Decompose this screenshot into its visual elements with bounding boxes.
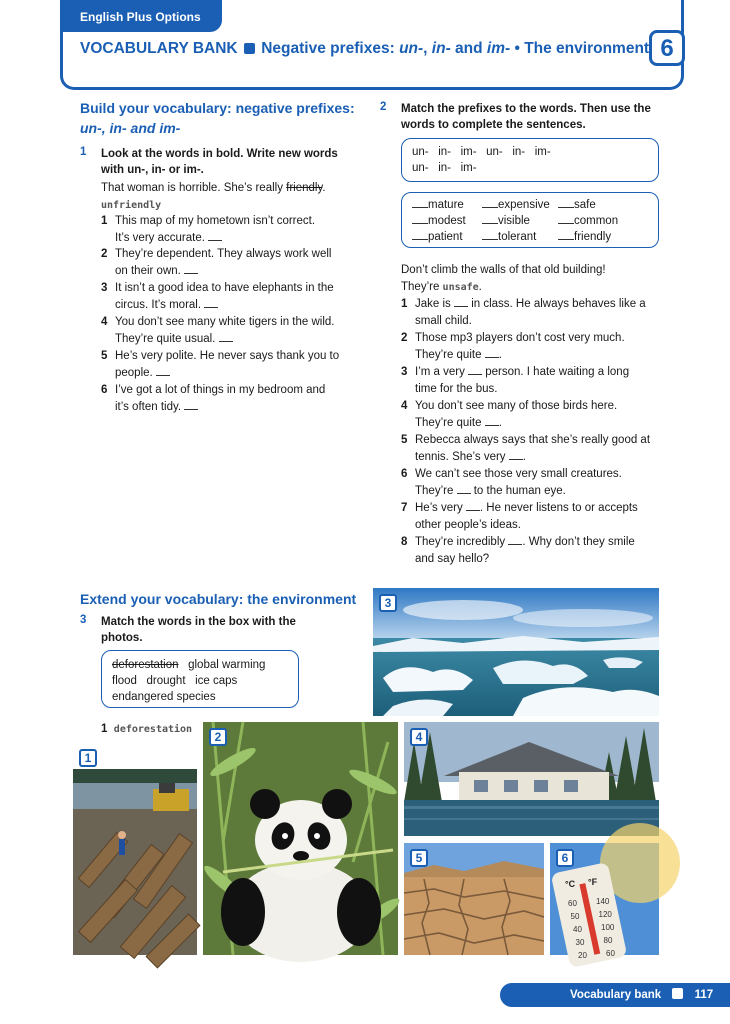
word-text: safe (574, 199, 596, 211)
photo-number-6: 6 (556, 849, 574, 867)
word-global-warming: global warming (188, 659, 266, 671)
item-line2-text: other people’s ideas. (415, 519, 521, 531)
item-text-b: . He never listens to or accepts (479, 502, 638, 514)
answer-blank[interactable] (558, 229, 574, 240)
item-text (415, 466, 622, 500)
item-line1: They’re dependent. They always work well (115, 248, 332, 260)
thermo-celsius: °C (565, 879, 576, 889)
item-line1 (415, 500, 638, 517)
prefix-line1: un- in- im- un- in- im- (412, 146, 551, 158)
item-number: 4 (401, 400, 408, 412)
item-line1 (415, 432, 650, 449)
ex1-instructions (101, 146, 338, 178)
prefix-word (482, 197, 550, 213)
word-box-line1 (112, 657, 265, 673)
section1-title-line1: Build your vocabulary: negative prefixes: (80, 100, 355, 116)
answer-blank[interactable] (482, 213, 498, 224)
ex2-instr-line2: words to complete the sentences. (401, 119, 586, 131)
answer-blank[interactable] (558, 213, 574, 224)
item-text-b: . Why don’t they smile (522, 536, 635, 548)
answer-blank[interactable] (485, 347, 499, 358)
item-line1 (415, 466, 622, 483)
photo-ice-caps (373, 588, 659, 716)
ex3-answer-text: deforestation (113, 724, 193, 735)
ex2-example-line2 (401, 279, 482, 296)
ex2-example-answer: unsafe (442, 282, 479, 293)
thermo-tick-c: 20 (578, 951, 587, 960)
item-text (115, 246, 331, 280)
ex1-item (101, 280, 371, 314)
ex2-item (401, 500, 671, 534)
prefix-word (558, 197, 596, 213)
answer-blank[interactable] (468, 364, 482, 375)
thermo-tick-c: 50 (570, 912, 580, 921)
item-text (115, 314, 334, 348)
item-line2-text: They’re quite (415, 417, 485, 429)
item-number: 3 (401, 366, 408, 378)
item-text-a: They’re incredibly (415, 536, 509, 548)
prefix-box (401, 138, 659, 182)
item-number: 2 (101, 248, 108, 260)
item-text (115, 348, 339, 382)
word-text: modest (428, 215, 466, 227)
item-line2: tennis. She’s very . (415, 451, 526, 463)
ex2-item (401, 364, 671, 398)
deforestation-image (73, 743, 197, 955)
item-line1 (415, 398, 617, 415)
item-line2 (115, 297, 334, 314)
item-line2-text: It’s very accurate. (115, 232, 205, 244)
photo-number-4: 4 (410, 728, 428, 746)
item-text-a: We can’t see those very small creatures. (415, 468, 622, 480)
item-line2: They’re quite . (415, 417, 502, 429)
ex3-answer (101, 721, 192, 738)
word-text: expensive (498, 199, 550, 211)
item-line2 (115, 365, 339, 382)
item-number: 1 (401, 298, 408, 310)
item-number: 7 (401, 502, 408, 514)
prefix-word (558, 229, 611, 245)
word-deforestation: deforestation (112, 659, 179, 671)
ex1-example (101, 180, 326, 197)
answer-blank[interactable] (485, 415, 499, 426)
answer-blank[interactable] (208, 230, 222, 241)
item-text-a: He’s very (415, 502, 466, 514)
environment-word-box (101, 650, 299, 708)
thermo-tick-c: 30 (575, 938, 585, 947)
ex2-item (401, 534, 671, 568)
word-box-line3: endangered species (112, 691, 216, 703)
ex1-example-word: friendly (286, 182, 323, 194)
photo-number-3: 3 (379, 594, 397, 612)
item-text-a: Those mp3 players don’t cost very much. (415, 332, 625, 344)
item-line1 (415, 330, 625, 347)
photo-number-5: 5 (410, 849, 428, 867)
thermo-tick-f: 80 (603, 936, 613, 945)
answer-blank[interactable] (156, 365, 170, 376)
footer-label: Vocabulary bank (570, 989, 662, 1001)
thermo-tick-c: 60 (568, 899, 577, 908)
word-text: tolerant (498, 231, 537, 243)
ex1-item (101, 314, 371, 348)
item-line2-text: and say hello? (415, 553, 490, 565)
item-line1 (415, 364, 629, 381)
photo-number-2: 2 (209, 728, 227, 746)
panda-image (203, 722, 398, 955)
answer-blank[interactable] (412, 213, 428, 224)
ex1-instr-line2: with un-, in- or im-. (101, 164, 204, 176)
title-env: • The environment (510, 40, 650, 57)
answer-blank[interactable] (466, 500, 480, 511)
ex3-instructions (101, 614, 296, 646)
ex1-example-end: . (322, 182, 326, 194)
prefix-line2: un- in- im- (412, 162, 477, 174)
word-text: common (574, 215, 619, 227)
ex1-item (101, 213, 371, 247)
page-number: 117 (694, 989, 714, 1001)
ex2-item (401, 466, 671, 500)
item-line2 (115, 263, 331, 280)
title-and: and (450, 40, 487, 57)
item-line2-text: tennis. She’s very (415, 451, 509, 463)
item-line2 (415, 483, 622, 500)
answer-blank[interactable] (184, 263, 198, 274)
ex2-example-end: . (478, 281, 482, 293)
thermo-tick-f: 120 (598, 910, 612, 919)
answer-blank[interactable] (454, 296, 468, 307)
thermo-tick-f: 140 (596, 897, 610, 906)
answer-blank[interactable] (558, 197, 574, 208)
title-main: Negative prefixes: (261, 40, 400, 57)
photo-number-1: 1 (79, 749, 97, 767)
ex3-number: 3 (80, 614, 87, 626)
item-number: 6 (101, 384, 108, 396)
photo-global-warming (550, 843, 659, 960)
prefix-word (412, 197, 464, 213)
item-text (415, 398, 617, 432)
item-number: 6 (401, 468, 408, 480)
ex2-example-line1: Don’t climb the walls of that old building! (401, 264, 606, 276)
item-line2-text: people. (115, 367, 153, 379)
item-line2 (415, 551, 635, 568)
photo-drought (404, 843, 544, 955)
item-text (115, 213, 315, 247)
thermo-fahrenheit: °F (588, 877, 598, 887)
unit-number: 6 (649, 30, 685, 66)
word-text: visible (498, 215, 530, 227)
word-text: mature (428, 199, 464, 211)
word-box-line2: flood drought ice caps (112, 675, 238, 687)
words-box (401, 192, 659, 248)
answer-blank[interactable] (482, 229, 498, 240)
item-number: 3 (101, 282, 108, 294)
header-tab: English Plus Options (62, 0, 222, 32)
item-line1: This map of my hometown isn’t correct. (115, 215, 316, 227)
ex1-example-answer: unfriendly (101, 200, 162, 211)
item-number: 4 (101, 316, 108, 328)
item-line1 (415, 534, 635, 551)
photo-flood (404, 722, 659, 836)
item-line1: He’s very polite. He never says thank you to (115, 350, 340, 362)
item-line2 (415, 381, 629, 398)
ice-caps-image (373, 588, 659, 716)
item-line2-text: small child. (415, 315, 472, 327)
footer-bar (500, 983, 730, 1007)
section1-title (80, 98, 355, 138)
ex1-item (101, 246, 371, 280)
item-text-a: Rebecca always says that she’s really good at (415, 434, 651, 446)
answer-blank[interactable] (508, 534, 522, 545)
item-line1: It isn’t a good idea to have elephants in the (115, 282, 334, 294)
item-text-b: person. I hate waiting a long (482, 366, 630, 378)
ex1-instr-line1: Look at the words in bold. Write new words (101, 148, 338, 160)
ex1-number: 1 (80, 146, 87, 158)
ex3-answer-number: 1 (101, 723, 108, 735)
item-text-a: I’m a very (415, 366, 469, 378)
ex2-example-text: They’re (401, 281, 443, 293)
word-text: patient (428, 231, 463, 243)
item-line2-text: on their own. (115, 265, 181, 277)
item-text-a: Jake is (415, 298, 454, 310)
answer-blank[interactable] (412, 229, 428, 240)
square-bullet-icon (244, 43, 255, 54)
item-line2-text: circus. It’s moral. (115, 299, 202, 311)
item-line2 (115, 331, 334, 348)
item-line2-text: They’re quite usual. (115, 333, 216, 345)
item-text-b: in class. He always behaves like a (468, 298, 646, 310)
item-line1: You don’t see many white tigers in the wild. (115, 316, 335, 328)
item-text-a: You don’t see many of those birds here. (415, 400, 618, 412)
ex2-instructions (401, 101, 651, 133)
item-text (415, 534, 635, 568)
prefix-word (558, 213, 618, 229)
item-line2-end: to the human eye. (470, 485, 566, 497)
item-text (415, 432, 650, 466)
title-in: in- (431, 40, 451, 57)
answer-blank[interactable] (509, 449, 523, 460)
prefix-word (412, 229, 463, 245)
ex2-item (401, 330, 671, 364)
item-line2: They’re quite . (415, 349, 502, 361)
item-text (415, 330, 625, 364)
answer-blank[interactable] (204, 297, 218, 308)
ex1-example-text: That woman is horrible. She’s really (101, 182, 287, 194)
title-im: im- (486, 40, 511, 57)
item-line2 (115, 230, 315, 247)
item-text (415, 296, 646, 330)
thermo-tick-f: 100 (601, 923, 615, 932)
prefix-word (482, 229, 536, 245)
page-title (80, 40, 649, 58)
thermo-tick-c: 40 (573, 925, 582, 934)
answer-blank[interactable] (219, 331, 233, 342)
item-text (115, 280, 334, 314)
ex3-instr-line2: photos. (101, 632, 143, 644)
ex1-item (101, 348, 371, 382)
title-sep: , (423, 40, 432, 57)
item-text (415, 364, 629, 398)
item-number: 5 (401, 434, 408, 446)
flood-image (404, 722, 659, 836)
photo-deforestation (73, 743, 197, 955)
ex2-instr-line1: Match the prefixes to the words. Then use the (401, 103, 651, 115)
item-text (115, 382, 325, 416)
answer-blank[interactable] (457, 483, 471, 494)
ex2-number: 2 (380, 101, 387, 113)
word-text: friendly (574, 231, 612, 243)
item-line1 (415, 296, 646, 313)
answer-blank[interactable] (482, 197, 498, 208)
ex1-item (101, 382, 371, 416)
item-line2-text: it’s often tidy. (115, 401, 182, 413)
item-line2 (415, 313, 646, 330)
item-line2 (415, 517, 638, 534)
section2-title: Extend your vocabulary: the environment (80, 591, 357, 607)
thermo-tick-f: 60 (606, 949, 615, 958)
answer-blank[interactable] (184, 399, 198, 410)
item-number: 5 (101, 350, 108, 362)
item-number: 2 (401, 332, 408, 344)
item-number: 8 (401, 536, 408, 548)
prefix-word (482, 213, 530, 229)
item-line2-text: They’re quite (415, 349, 485, 361)
item-line2 (115, 399, 325, 416)
section1-title-line2: un-, in- and im- (80, 120, 181, 136)
item-line2-text: time for the bus. (415, 383, 498, 395)
item-number: 1 (101, 215, 108, 227)
footer-square-icon (672, 988, 683, 999)
title-un: un- (399, 40, 424, 57)
ex2-item (401, 432, 671, 466)
photo-endangered-species (203, 722, 398, 955)
item-line1: I’ve got a lot of things in my bedroom and (115, 384, 326, 396)
item-text (415, 500, 638, 534)
ex2-item (401, 296, 671, 330)
answer-blank[interactable] (412, 197, 428, 208)
prefix-word (412, 213, 466, 229)
item-line2-text: They’re (415, 485, 457, 497)
ex3-instr-line1: Match the words in the box with the (101, 616, 296, 628)
title-prefix: VOCABULARY BANK (80, 40, 238, 57)
ex2-item (401, 398, 671, 432)
